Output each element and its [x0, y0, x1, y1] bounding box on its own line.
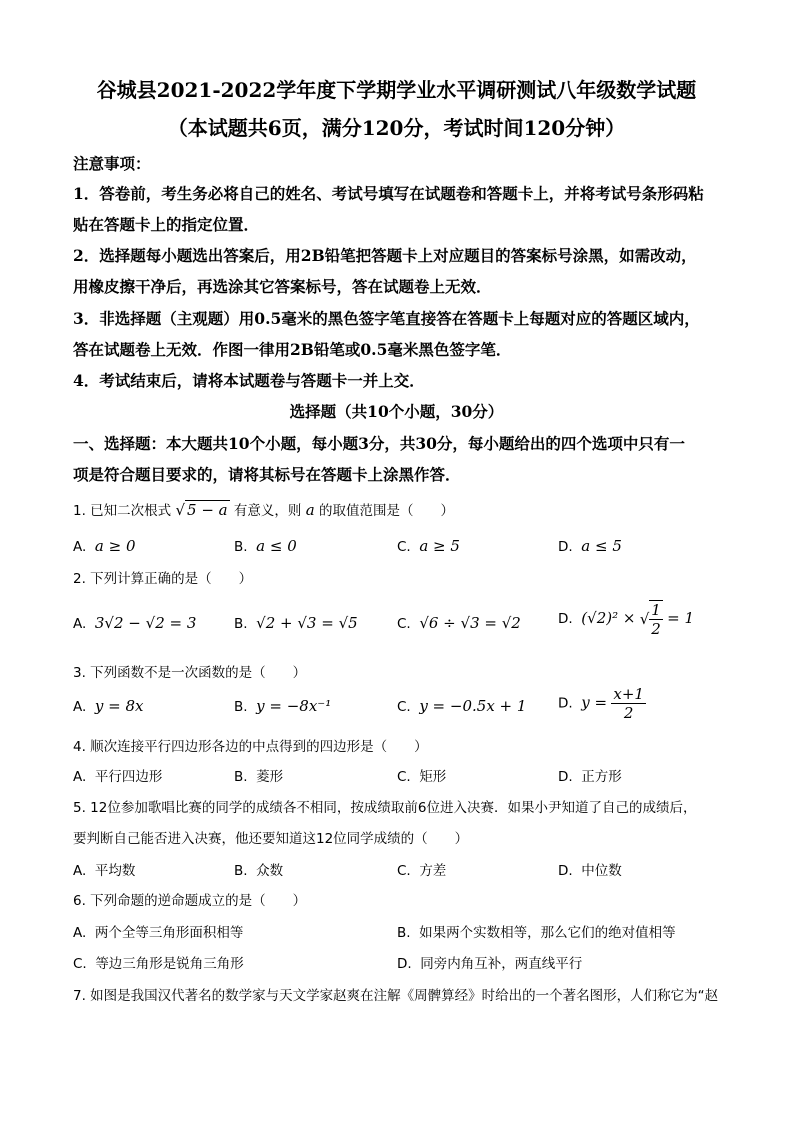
- section-intro-line: 项是符合题目要求的，请将其标号在答题卡上涂黑作答．: [73, 465, 461, 484]
- question-6-stem: 6. 下列命题的逆命题成立的是（ ）: [73, 893, 307, 909]
- question-4-stem: 4. 顺次连接平行四边形各边的中点得到的四边形是（ ）: [73, 739, 428, 755]
- exam-title: 谷城县2021-2022学年度下学期学业水平调研测试八年级数学试题: [96, 78, 697, 102]
- q2-option-a: A. 3√2 − √2 = 3: [73, 614, 197, 632]
- fraction: $\frac{1}{2}$: [651, 601, 661, 638]
- q6-option-a: A. 两个全等三角形面积相等: [73, 925, 244, 941]
- section-title: 选择题（共10个小题，30分）: [289, 402, 504, 421]
- q3-option-c: C. y = −0.5x + 1: [397, 697, 527, 715]
- q3-option-d: D. y = $\frac{x+1}{2}$: [558, 685, 644, 722]
- q5-option-c: C. 方差: [397, 863, 447, 879]
- notice-heading: 注意事项：: [73, 154, 151, 173]
- section-intro-line: 一、选择题：本大题共10个小题，每小题3分，共30分，每小题给出的四个选项中只有一: [73, 434, 685, 453]
- notice-line: 贴在答题卡上的指定位置．: [73, 215, 260, 234]
- fraction: $\frac{x+1}{2}$: [613, 685, 644, 722]
- q2-option-d: D. (√2)² × √ $\frac{1}{2}$ = 1: [558, 601, 695, 638]
- q2-option-b: B. √2 + √3 = √5: [234, 614, 358, 632]
- exam-subtitle: （本试题共6页，满分120分，考试时间120分钟）: [167, 116, 626, 140]
- q5-option-a: A. 平均数: [73, 863, 136, 879]
- q1-option-a: A. a ≥ 0: [73, 537, 136, 555]
- notice-line: 答在试题卷上无效．作图一律用2B铅笔或0.5毫米黑色签字笔．: [73, 340, 512, 359]
- q1-option-b: B. a ≤ 0: [234, 537, 297, 555]
- q6-option-d: D. 同旁内角互补，两直线平行: [397, 956, 583, 972]
- question-2-stem: 2. 下列计算正确的是（ ）: [73, 571, 253, 587]
- question-3-stem: 3. 下列函数不是一次函数的是（ ）: [73, 665, 307, 681]
- q5-option-d: D. 中位数: [558, 863, 622, 879]
- q1-option-d: D. a ≤ 5: [558, 537, 622, 555]
- question-1-stem: 1. 已知二次根式 √ 5 − a 有意义，则 a 的取值范围是（ ）: [73, 501, 454, 519]
- question-7-stem: 7. 如图是我国汉代著名的数学家与天文学家赵爽在注解《周髀算经》时给出的一个著名图形，人们称它为“赵: [73, 988, 719, 1004]
- q3-option-a: A. y = 8x: [73, 697, 144, 715]
- question-5-stem-line: 要判断自己能否进入决赛，他还要知道这12位同学成绩的（ ）: [73, 831, 469, 847]
- q6-option-c: C. 等边三角形是锐角三角形: [73, 956, 244, 972]
- radical-expression: √ 5 − a: [175, 501, 228, 519]
- notice-line: 3．非选择题（主观题）用0.5毫米的黑色签字笔直接答在答题卡上每题对应的答题区域内，: [73, 309, 700, 328]
- q3-option-b: B. y = −8x⁻¹: [234, 697, 332, 715]
- notice-line: 1．答卷前，考生务必将自己的姓名、考试号填写在试题卷和答题卡上，并将考试号条形码粘: [73, 184, 704, 203]
- q4-option-d: D. 正方形: [558, 769, 622, 785]
- q1-option-c: C. a ≥ 5: [397, 537, 460, 555]
- q4-option-a: A. 平行四边形: [73, 769, 163, 785]
- q6-option-b: B. 如果两个实数相等，那么它们的绝对值相等: [397, 925, 676, 941]
- question-5-stem-line: 5. 12位参加歌唱比赛的同学的成绩各不相同，按成绩取前6位进入决赛．如果小尹知道了自己的成绩后，: [73, 800, 697, 816]
- notice-line: 2．选择题每小题选出答案后，用2B铅笔把答题卡上对应题目的答案标号涂黑，如需改动，: [73, 246, 697, 265]
- q2-option-c: C. √6 ÷ √3 = √2: [397, 614, 521, 632]
- q4-option-c: C. 矩形: [397, 769, 447, 785]
- q4-option-b: B. 菱形: [234, 769, 284, 785]
- q5-option-b: B. 众数: [234, 863, 284, 879]
- notice-line: 4．考试结束后，请将本试题卷与答题卡一并上交．: [73, 371, 425, 390]
- notice-line: 用橡皮擦干净后，再选涂其它答案标号，答在试题卷上无效．: [73, 277, 492, 296]
